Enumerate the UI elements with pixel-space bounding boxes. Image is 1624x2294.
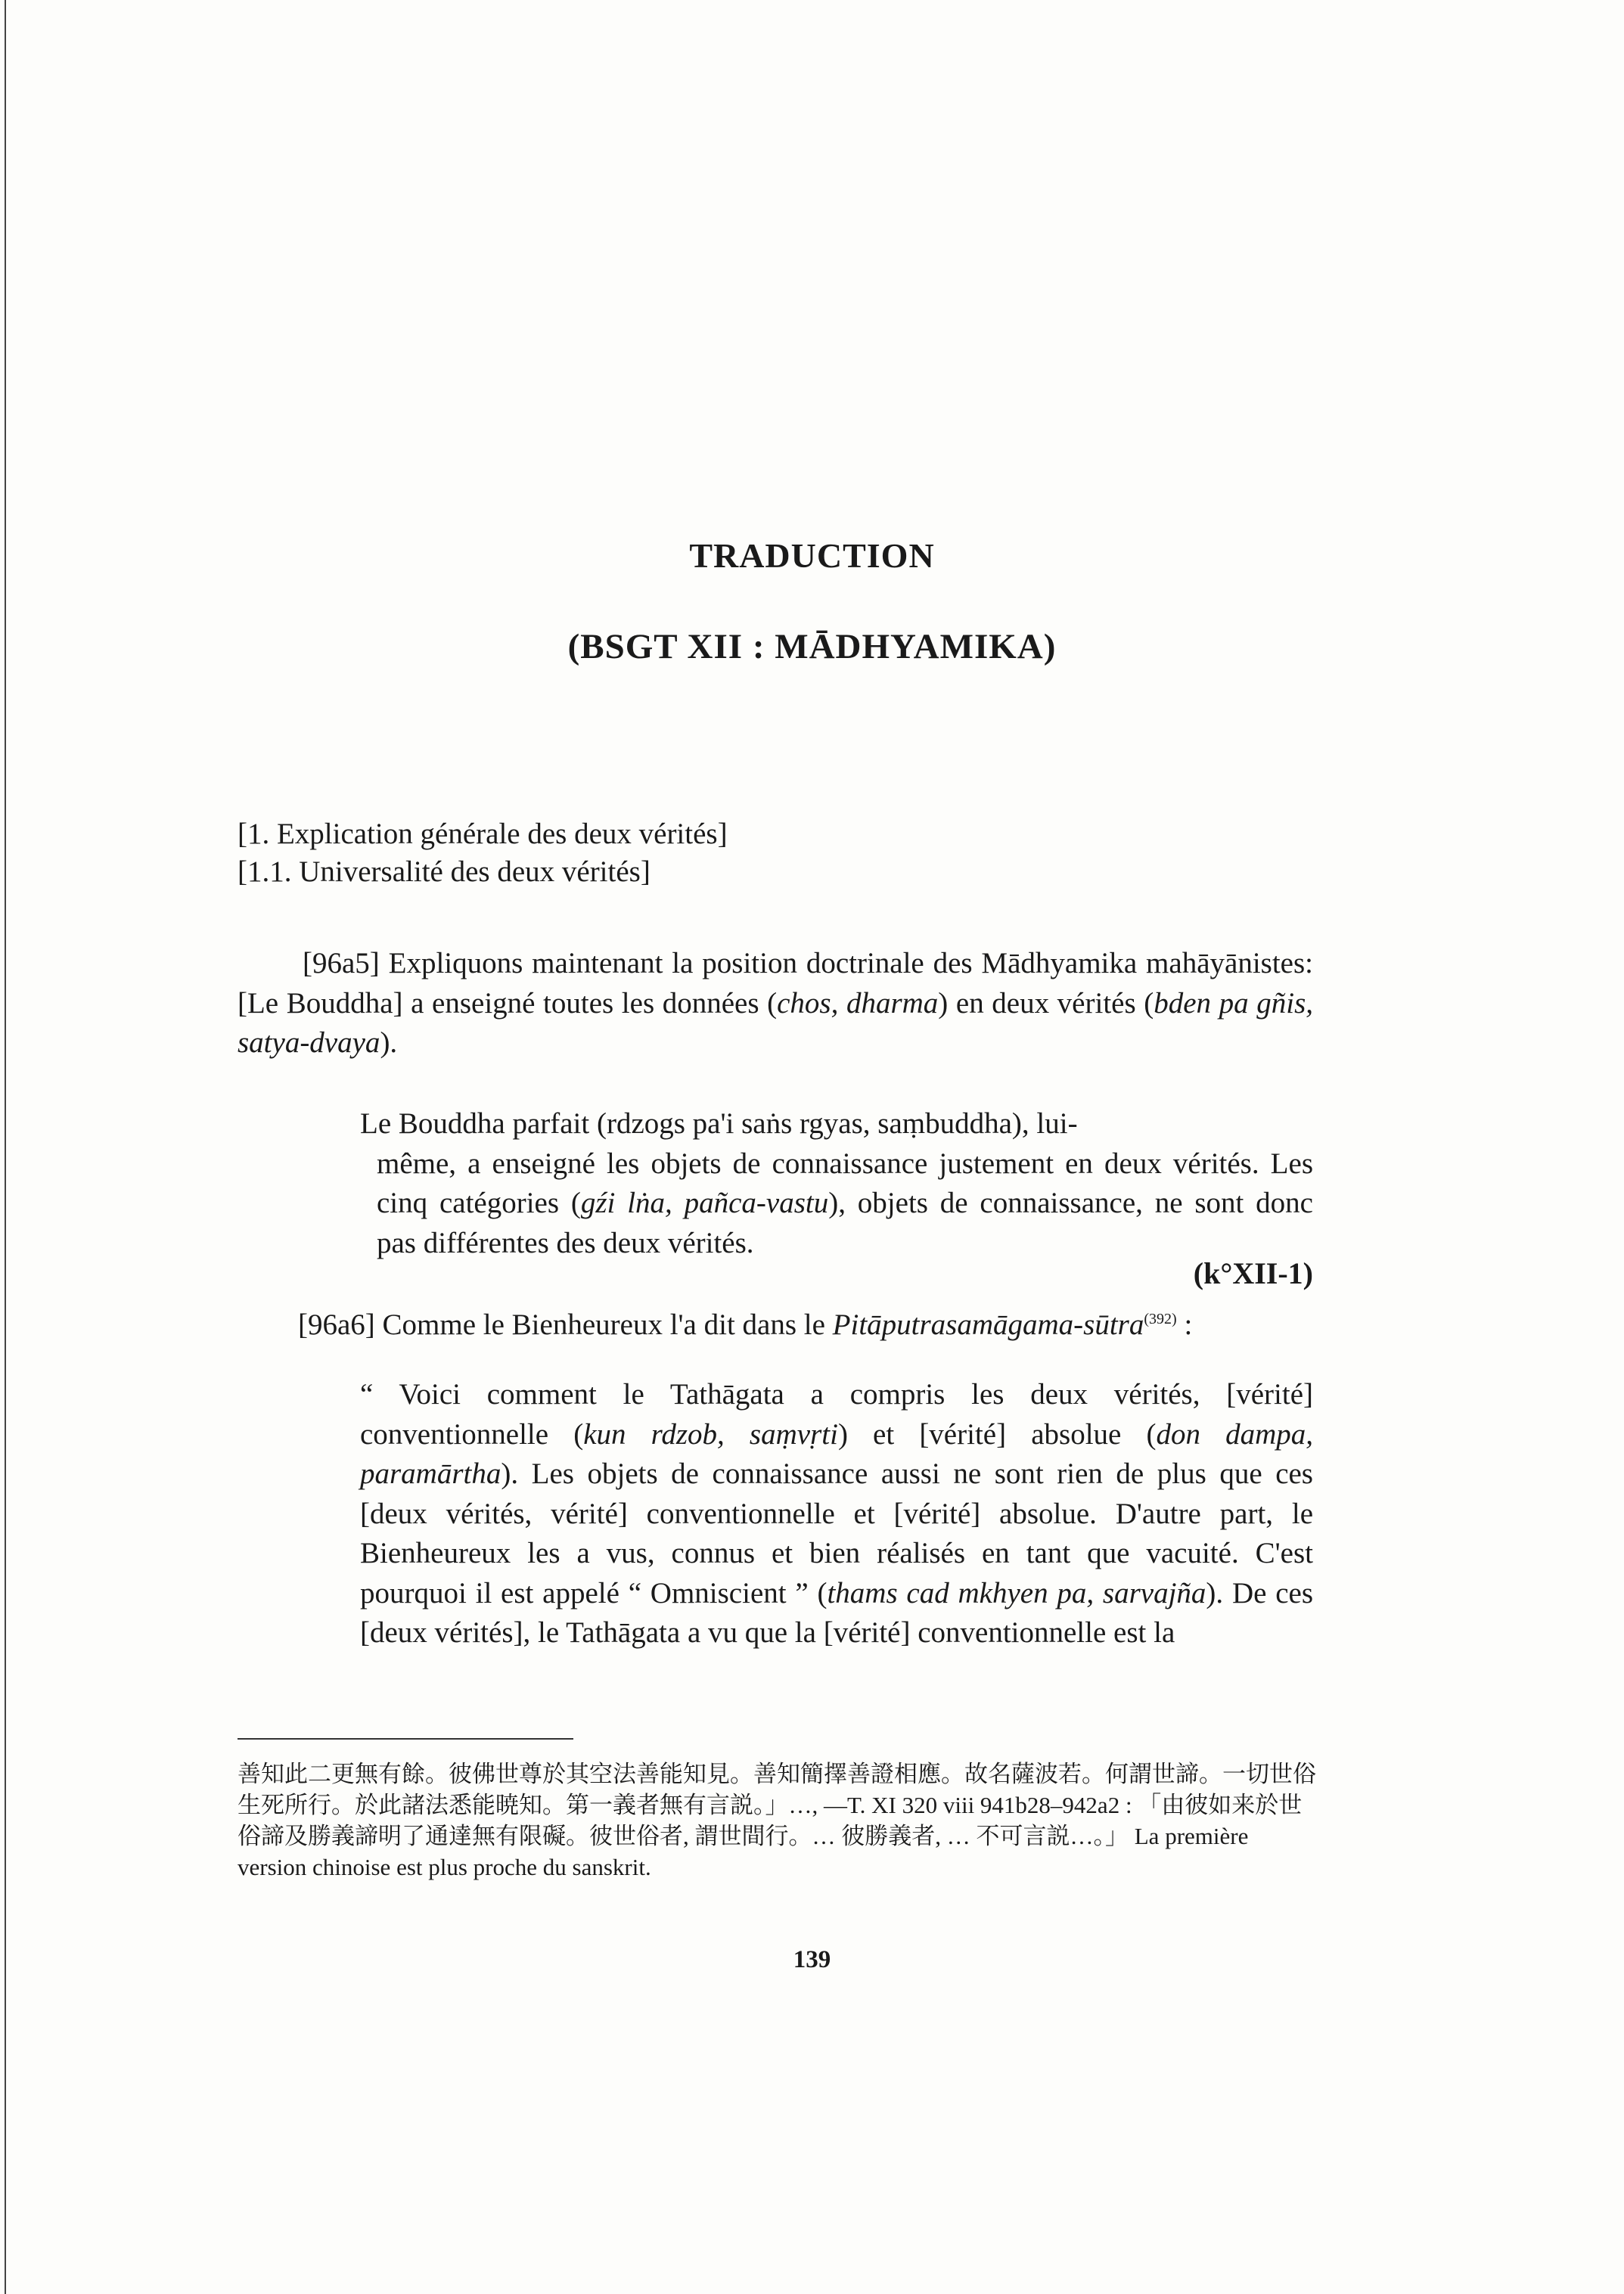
footnote-rule — [238, 1738, 573, 1740]
section-heading-1: [1. Explication générale des deux vérités] — [238, 818, 728, 850]
quote-karika-xii-1: Le Bouddha parfait (rdzogs pa'i saṅs rgyas, saṃbuddha), lui- même, a enseigné les objets de connaissance justement en deux vérités. Les cinq catégories (gźi lṅa, pañca-vastu), objets de connaissance, ne sont donc pas différentes des deux vérités. — [360, 1107, 1313, 1259]
page-subtitle: (BSGT XII : MĀDHYAMIKA) — [567, 627, 1057, 666]
karika-reference: (k°XII-1) — [1193, 1256, 1313, 1290]
footnote-marker[interactable]: (392) — [1144, 1311, 1177, 1327]
quote-pitaputrasamagama: “ Voici comment le Tathāgata a compris les deux vérités, [vérité] conventionnelle (kun rdzob, saṃvṛti) et [vérité] absolue (don dampa, paramārtha). Les objets de connaissance aussi ne sont rien de plus que ces [deux vérités, vérité] conventionnelle et [vérité] absolue. D'autre part, le Bienheureux les a vus, connus et bien réalisés en tant que vacuité. C'est pourquoi il est appelé “ Omniscient ” (thams cad mkhyen pa, sarvajña). De ces [deux vérités], le Tathāgata a vu que la [vérité] conventionnelle est la — [360, 1378, 1313, 1649]
section-heading-1-1: [1.1. Universalité des deux vérités] — [238, 855, 651, 888]
paragraph-96a5: [96a5] Expliquons maintenant la position doctrinale des Mādhyamika mahāyānistes: [Le Bouddha] a enseigné toutes les données (chos, dharma) en deux vérités (bden pa gñis, satya-dvaya). — [238, 947, 1313, 1059]
page-title: TRADUCTION — [689, 536, 935, 575]
footnote-text: 善知此二更無有餘。彼佛世尊於其空法善能知見。善知簡擇善證相應。故名薩波若。何謂世諦。一切世俗生死所行。於此諸法悉能暁知。第一義者無有言説。」…, —T. XI 320 viii 941b28–942a2 : 「由彼如来於世俗諦及勝義諦明了通達無有限礙。彼世俗者, 謂世間行。… 彼勝義者, … 不可言説…。」 La première version chinoise est plus proche du sanskrit. — [238, 1761, 1316, 1880]
paragraph-96a6: [96a6] Comme le Bienheureux l'a dit dans le Pitāputrasamāgama-sūtra$^{(392)}$ : — [298, 1308, 1193, 1341]
page-number: 139 — [793, 1946, 831, 1973]
